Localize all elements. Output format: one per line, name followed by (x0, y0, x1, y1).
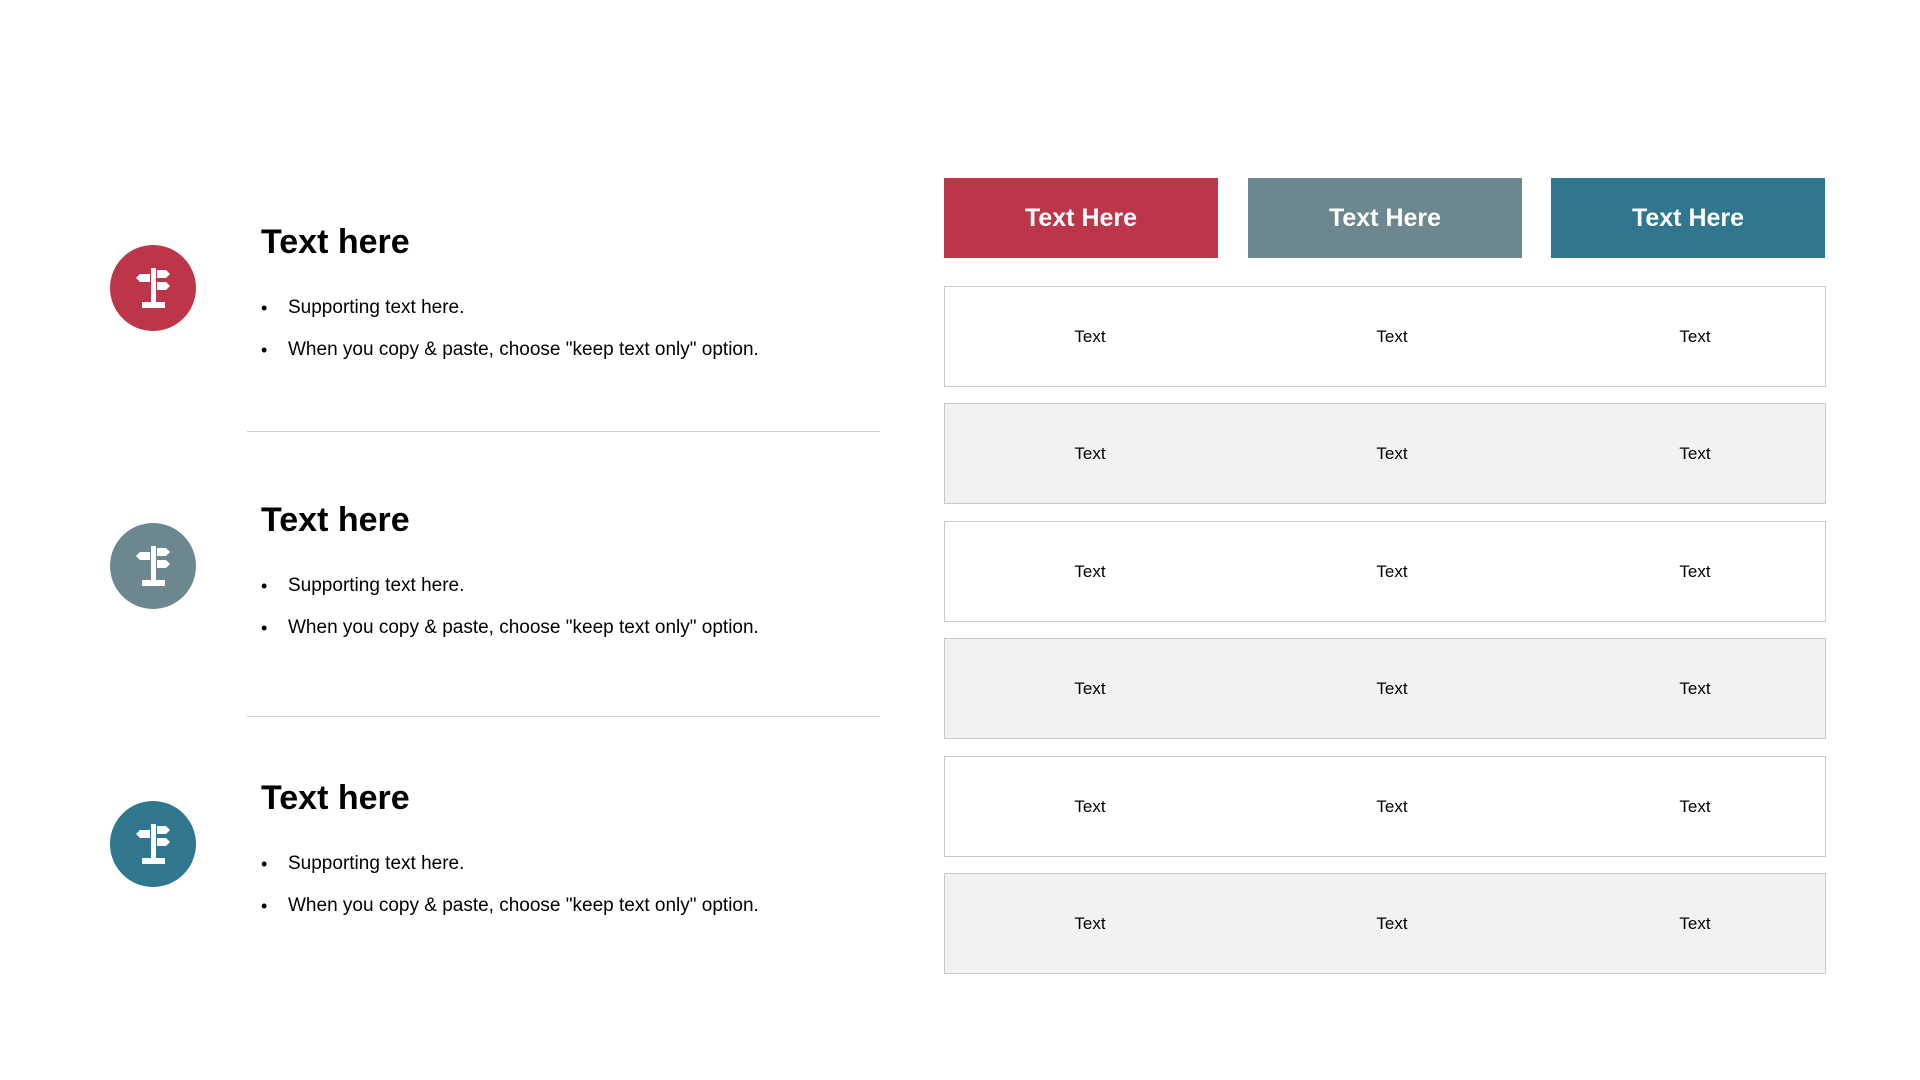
table-row (944, 403, 1826, 504)
signpost-glyph (127, 540, 179, 592)
table-header-cell: Text Here (944, 178, 1218, 258)
table-cell: Text (1074, 678, 1106, 698)
table-cell: Text (1376, 443, 1408, 463)
feature-title: Text here (261, 501, 410, 539)
feature-title: Text here (261, 779, 410, 817)
bullet-item: • Supporting text here. (261, 852, 759, 876)
table-header-cell: Text Here (1551, 178, 1825, 258)
table-cell: Text (1376, 326, 1408, 346)
table-row (944, 521, 1826, 622)
feature-item-3 (0, 776, 900, 976)
table-cell: Text (1376, 561, 1408, 581)
table-cell: Text (1074, 796, 1106, 816)
feature-item-2 (0, 498, 900, 698)
bullet-item: • Supporting text here. (261, 574, 759, 598)
signpost-icon (110, 523, 196, 609)
feature-list (0, 0, 900, 1080)
bullet-item: • When you copy & paste, choose "keep text only" option. (261, 616, 759, 640)
table-cell: Text (1074, 913, 1106, 933)
table-cell: Text (1679, 443, 1711, 463)
table-row (944, 873, 1826, 974)
signpost-icon (110, 245, 196, 331)
bullet-list (261, 574, 759, 658)
section-divider (247, 431, 880, 432)
feature-item-1 (0, 220, 900, 420)
signpost-glyph (127, 262, 179, 314)
bullet-item: • When you copy & paste, choose "keep text only" option. (261, 894, 759, 918)
bullet-item: • When you copy & paste, choose "keep text only" option. (261, 338, 759, 362)
bullet-list (261, 852, 759, 936)
table-cell: Text (1679, 913, 1711, 933)
feature-title: Text here (261, 223, 410, 261)
table-header-row (944, 178, 1827, 258)
table-cell: Text (1074, 561, 1106, 581)
bullet-list (261, 296, 759, 380)
table-header-cell: Text Here (1248, 178, 1522, 258)
bullet-item: • Supporting text here. (261, 296, 759, 320)
table-cell: Text (1679, 561, 1711, 581)
table-cell: Text (1376, 796, 1408, 816)
table-cell: Text (1376, 678, 1408, 698)
signpost-icon (110, 801, 196, 887)
table-row (944, 638, 1826, 739)
table-cell: Text (1679, 326, 1711, 346)
table-cell: Text (1679, 678, 1711, 698)
table-cell: Text (1376, 913, 1408, 933)
table-row (944, 286, 1826, 387)
table-cell: Text (1074, 443, 1106, 463)
table-cell: Text (1679, 796, 1711, 816)
signpost-glyph (127, 818, 179, 870)
table-row (944, 756, 1826, 857)
section-divider (247, 716, 880, 717)
table-cell: Text (1074, 326, 1106, 346)
